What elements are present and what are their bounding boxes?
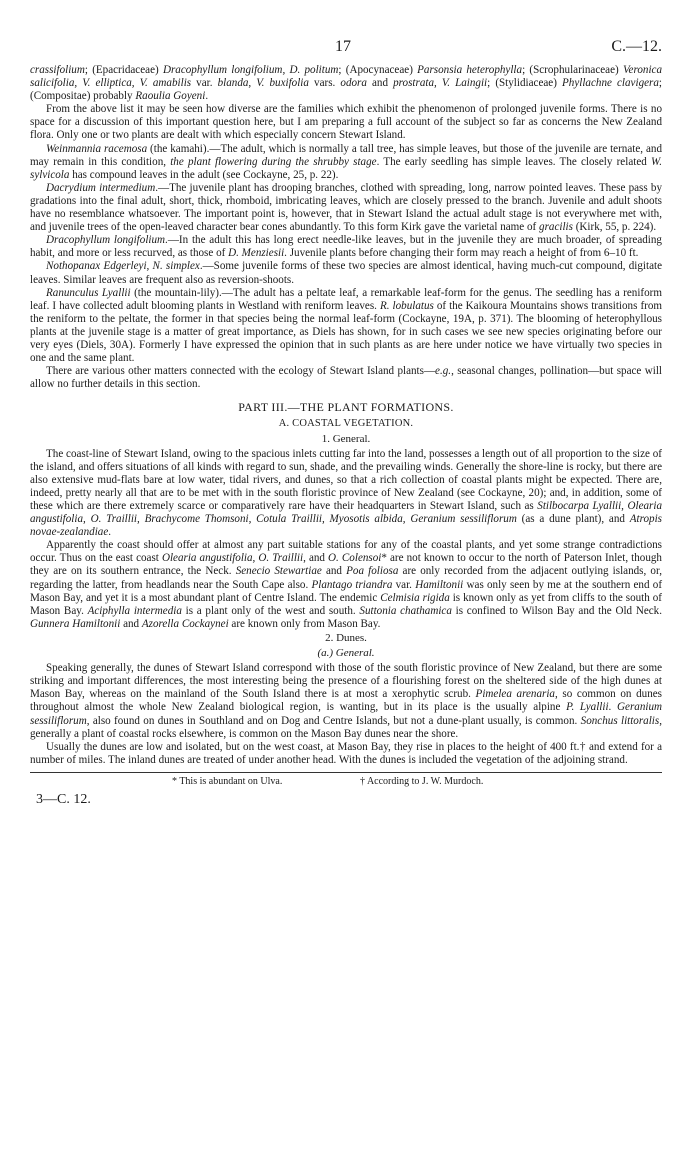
paragraph: Speaking generally, the dunes of Stewart Island correspond with those of the south floristic province of New Zealand, but there are some striking and important differences, the most interesting being the presence of a flourishing forest on the sheltered side of the high dunes at Mason Bay, whereas on the mainland of the South Island there is at most a xerophytic scrub. Pimelea arenaria, so common on dunes throughout almost the whole New Zealand biological region, is wanting, but in its place is the usually alpine P. Lyallii. Geranium sessiliflorum, also found on dunes in Southland and on Dog and Centre Islands, but not a dune-plant usually, is common. Sonchus littoralis, generally a plant of coastal rocks elsewhere, is common on the Mason Bay dunes near the shore.: [30, 662, 663, 740]
dunes-section: [30, 662, 662, 767]
paragraph: From the above list it may be seen how diverse are the families which exhibit the phenomenon of prolonged juvenile forms. There is no space for a discussion of this important question here, but I am preparing a full account of the subject so far as concerns the New Zealand flora. Only one or two plants are dealt with which especially concern Stewart Island.: [30, 103, 662, 142]
subsection-heading-dunes: 2. Dunes.: [325, 631, 367, 644]
document-body: [30, 64, 662, 767]
footnote-murdoch: † According to J. W. Murdoch.: [360, 775, 484, 787]
paragraph: Nothopanax Edgerleyi, N. simplex.—Some juvenile forms of these two species are almost identical, having much-cut compound, digitate leaves. Similar leaves are frequent also as reversion-shoots.: [30, 260, 663, 286]
paragraph: Ranunculus Lyallii (the mountain-lily).—The adult has a peltate leaf, a remarkable leaf-form for the genus. The seedling has a reniform leaf. I have collected adult blooming plants in Westland with reniform leaves. R. lobulatus of the Kaikoura Mountains shows transitions from the reniform to the peltate, the former in that species being the normal leaf-form (Cockayne, 19A, p. 371). The blooming of heterophyllous plants at the juvenile stage is a matter of great importance, as Diels has shown, for in such cases we see new species originating before our very eyes (Diels, 30A). Formerly I have expressed the opinion that in such plants as are here under notice we have virtually two species in one and the same plant.: [30, 286, 663, 365]
paragraph: Dracophyllum longifolium.—In the adult this has long erect needle-like leaves, but in the juvenile they are much broader, of spreading habit, and more or less recurved, as those of D. Menziesii. Juvenile plants before changing their form may reach a height of from 6–10 ft.: [30, 234, 662, 260]
subsection-heading-general: 1. General.: [321, 432, 371, 445]
paragraph: There are various other matters connected with the ecology of Stewart Island plants—e.g., seasonal changes, pollination—but space will allow no further details in this section.: [30, 365, 662, 391]
page-header: [30, 38, 662, 60]
juvenile-forms-section: [30, 64, 662, 391]
general-section: [30, 448, 662, 631]
document-page: [30, 38, 662, 808]
paragraph: Weinmannia racemosa (the kamahi).—The adult, which is normally a tall tree, has simple leaves, but those of the juvenile are ternate, and may remain in this condition, the plant flowering during the shrubby stage. The early seedling has simple leaves. The closely related W. sylvicola has compound leaves in the adult (see Cockayne, 25, p. 22).: [30, 142, 662, 181]
part-heading: PART III.—THE PLANT FORMATIONS.: [238, 400, 454, 415]
paragraph: Usually the dunes are low and isolated, but on the west coast, at Mason Bay, they rise in places to the height of 400 ft.† and extend for a number of miles. The inland dunes are treated of under another head. With the dunes is included the vegetation of the adjoining strand.: [30, 740, 662, 766]
paragraph: The coast-line of Stewart Island, owing to the spacious inlets cutting far into the land, possesses a length out of all proportion to the size of the island, and offers situations of all kinds with regard to sun, shade, and the prevailing winds. Generally the shore-line is rocky, but there are also extensive mud-flats bare at low water, tidal rivers, and dunes, so that a rich collection of coastal plants might be expected. There are, indeed, pretty nearly all that are to be met with in the south floristic province of New Zealand (see Cockayne, 20); and, in addition, some of these which are there extremely scarce or comparatively rare have their headquarters in Stewart Island, such as Stilbocarpa Lyallii, Olearia angustifolia, O. Traillii, Brachycome Thomsoni, Cotula Traillii, Myosotis albida, Geranium sessiliflorum (as a dune plant), and Atropis novae-zealandiae.: [30, 447, 662, 539]
paragraph: Dacrydium intermedium.—The juvenile plant has drooping branches, clothed with spreading, long, narrow pointed leaves. These pass by gradations into the final adult, short, thick, rhomboid, imbricating leaves, which are closely pressed to the branch. Juvenile and adult shoots have no resemblance whatsoever. The important point is, however, that in Stewart Island the actual adult stage is not everywhere met with, and juvenile trees of the open-leaved character bear cones abundantly. To this form Kirk gave the varietal name of gracilis (Kirk, 55, p. 224).: [30, 181, 663, 234]
document-reference: C.—12.: [611, 38, 662, 55]
page-number: 17: [335, 38, 351, 55]
subsection-heading-dunes-general: (a.) General.: [317, 647, 375, 660]
footnotes: [30, 773, 662, 790]
paragraph: Apparently the coast should offer at almost any part suitable stations for any of the coastal plants, and yet some strange contradictions occur. Thus on the east coast Olearia angustifolia, O. Traillii, and O. Colensoi* are not known to occur to the north of Paterson Inlet, though they are on its southern entrance, the Neck. Senecio Stewartiae and Poa foliosa are only recorded from the adjacent outlying islands, or, regarding the latter, from headlands near the South Cape also. Plantago triandra var. Hamiltonii was only seen by me at the southern end of Mason Bay, and yet it is a most abundant plant of Centre Island. The endemic Celmisia rigida is known only as yet from cliffs to the south of Mason Bay. Aciphylla intermedia is a plant only of the west and south. Suttonia chathamica is confined to Wilson Bay and the Old Neck. Gunnera Hamiltonii and Azorella Cockaynei are known only from Mason Bay.: [30, 539, 663, 630]
paragraph: crassifolium; (Epacridaceae) Dracophyllum longifolium, D. politum; (Apocynaceae) Parsonsia heterophylla; (Scrophularinaceae) Veronica salicifolia, V. elliptica, V. amabilis var. blanda, V. buxifolia vars. odora and prostrata, V. Laingii; (Stylidiaceae) Phyllachne clavigera; (Compositae) probably Raoulia Goyeni.: [30, 64, 662, 103]
section-heading: A. COASTAL VEGETATION.: [278, 418, 414, 430]
signature-mark: 3—C. 12.: [36, 791, 91, 807]
footnote-ulva: * This is abundant on Ulva.: [172, 775, 283, 787]
